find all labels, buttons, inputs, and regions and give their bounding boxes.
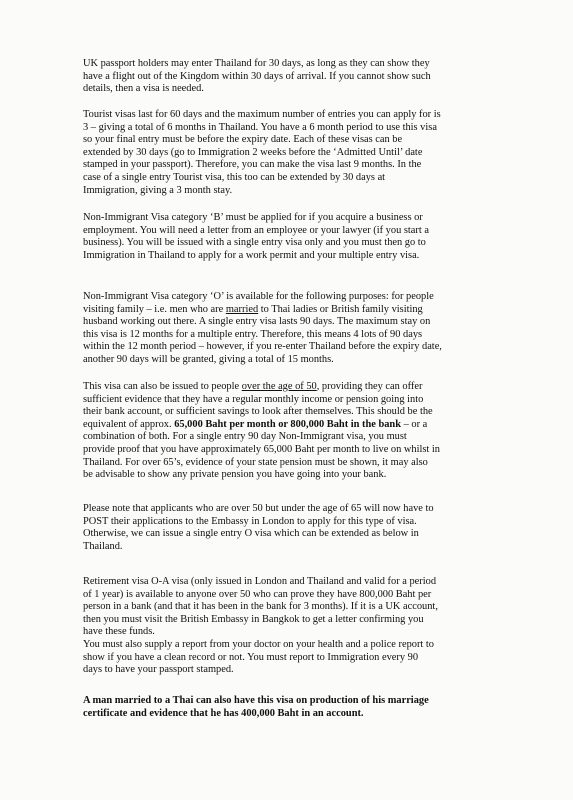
text-fragment: visiting family – i.e. men who are <box>83 303 226 315</box>
text-line: 3 – giving a total of 6 months in Thailand. You have a 6 month period to use this visa <box>83 121 437 133</box>
text-line: so your final entry must be before the expiry date. Each of these visas can be <box>83 134 403 146</box>
text-line: person in a bank (and that it has been in the bank for 3 months). If it is a UK account, <box>83 601 438 613</box>
text-line: within the 12 month period – however, if you re-enter Thailand before the expiry date, <box>83 341 442 353</box>
bold-text: 65,000 Baht per month or 800,000 Baht in the bank <box>174 418 401 430</box>
text-line: Non-Immigrant Visa category ‘B’ must be applied for if you acquire a business or <box>83 212 423 223</box>
text-line: case of a single entry Tourist visa, this too can be extended by 30 days at <box>83 171 386 183</box>
underlined-text: married <box>225 303 259 315</box>
text-fragment: – or a <box>401 418 428 430</box>
paragraph-over-50-eligibility <box>83 381 485 482</box>
text-line: Thailand. <box>83 540 123 552</box>
text-line: another 90 days will be granted, giving a total of 15 months. <box>83 353 334 365</box>
paragraph-applicants-note <box>83 503 485 553</box>
paragraph-marriage-note <box>83 695 485 720</box>
paragraph-non-immigrant-o <box>83 291 485 367</box>
text-line: then you must visit the British Embassy in Bangkok to get a letter confirming you <box>83 613 424 625</box>
paragraph-retirement-visa <box>83 576 485 677</box>
text-line: Immigration, giving a 3 month stay. <box>83 184 233 196</box>
text-line: UK passport holders may enter Thailand for 30 days, as long as they can show they <box>83 58 430 69</box>
text-line: POST their applications to the Embassy in London to apply for this type of visa. <box>83 515 417 527</box>
text-line: Tourist visas last for 60 days and the maximum number of entries you can apply for is <box>83 109 441 120</box>
underlined-text: over the age of 50 <box>241 381 317 392</box>
text-line: their bank account, or sufficient savings to look after themselves. This should be the <box>83 406 433 418</box>
text-fragment: to Thai ladies or British family visiting <box>258 303 423 315</box>
text-fragment: This visa can also be issued to people <box>83 381 242 392</box>
text-fragment: , providing they can offer <box>316 381 423 392</box>
text-line: be advisable to show any private pension you have going into your bank. <box>83 469 387 481</box>
text-line <box>83 419 485 432</box>
text-line: employment. You will need a letter from an employee or your lawyer (if you start a <box>83 224 429 236</box>
text-fragment: equivalent of approx. <box>83 418 175 430</box>
text-line: Retirement visa O-A visa (only issued in London and Thailand and valid for a period <box>83 576 437 587</box>
paragraph-non-immigrant-b <box>83 212 485 262</box>
text-line <box>83 381 485 394</box>
text-line: have a flight out of the Kingdom within 30 days of arrival. If you cannot show such <box>83 70 431 82</box>
text-line: certificate and evidence that he has 400,000 Baht in an account. <box>83 707 364 719</box>
text-line: days to have your passport stamped. <box>83 664 234 676</box>
text-line: Thailand. For over 65’s, evidence of your state pension must be shown, it may also <box>83 456 428 468</box>
text-line: details, then a visa is needed. <box>83 83 204 95</box>
paragraph-uk-passport-entry <box>83 58 485 96</box>
text-line: Otherwise, we can issue a single entry O visa which can be extended as below in <box>83 528 419 540</box>
text-line: sufficient evidence that they have a regular monthly income or pension going into <box>83 393 424 405</box>
text-line: A man married to a Thai can also have this visa on production of his marriage <box>83 695 429 706</box>
text-line: have these funds. <box>83 626 155 638</box>
text-line: stamped in your passport). Therefore, you can make the visa last 9 months. In the <box>83 159 422 171</box>
text-line: Non-Immigrant Visa category ‘O’ is available for the following purposes: for people <box>83 291 434 302</box>
text-line: this visa is 12 months for a multiple entry. Therefore, this means 4 lots of 90 days <box>83 328 423 340</box>
text-line: Immigration in Thailand to apply for a work permit and your multiple entry visa. <box>83 249 420 261</box>
text-line: combination of both. For a single entry 90 day Non-Immigrant visa, you must <box>83 431 407 443</box>
text-line <box>83 304 485 317</box>
text-line: husband working out there. A single entry visa lasts 90 days. The maximum stay on <box>83 316 431 328</box>
text-line: extended by 30 days (go to Immigration 2 weeks before the ‘Admitted Until’ date <box>83 146 423 158</box>
paragraph-tourist-visas <box>83 109 485 197</box>
text-line: show if you have a clean record or not. You must report to Immigration every 90 <box>83 651 419 663</box>
text-line: You must also supply a report from your doctor on your health and a police report to <box>83 638 435 650</box>
text-line: of 1 year) is available to anyone over 50 who can prove they have 800,000 Baht per <box>83 588 432 600</box>
text-line: provide proof that you have approximately 65,000 Baht per month to live on whilst in <box>83 443 440 455</box>
text-line: business). You will be issued with a single entry visa only and you must then go to <box>83 237 426 249</box>
text-line: Please note that applicants who are over 50 but under the age of 65 will now have to <box>83 503 434 514</box>
